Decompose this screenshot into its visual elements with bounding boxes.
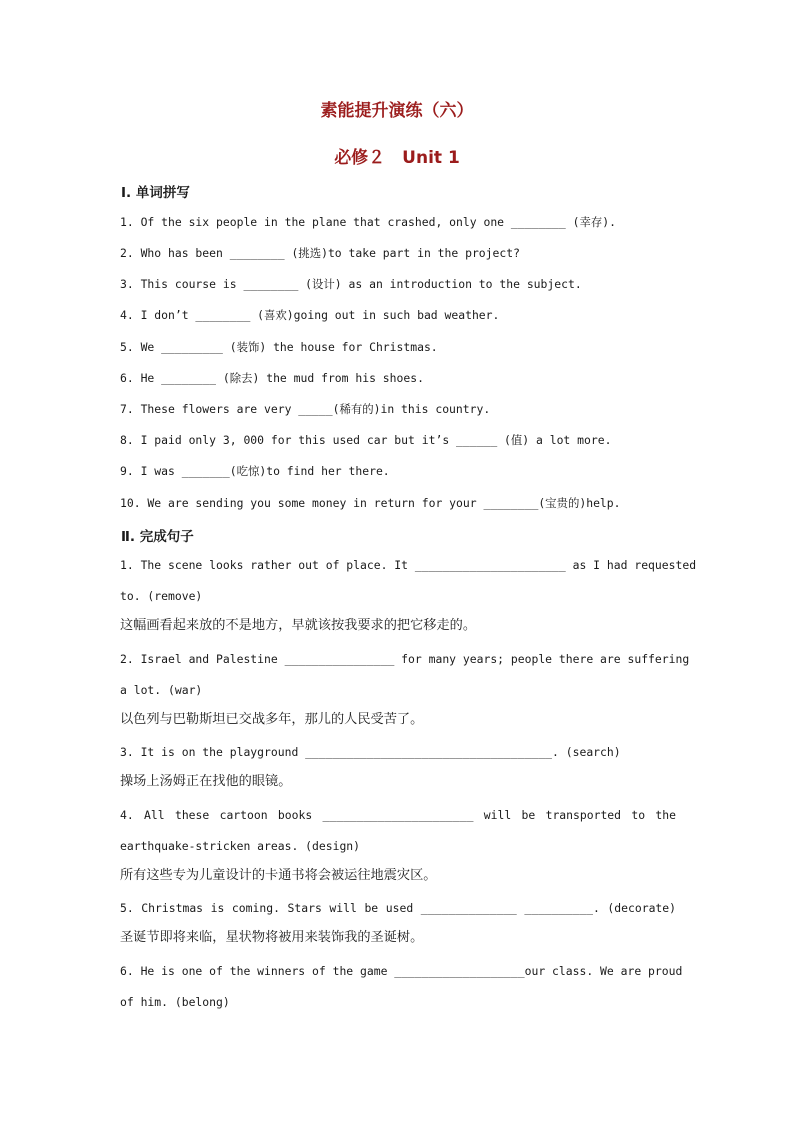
spelling-item: 4. I don’t ________ (喜欢)going out in such bad weather.: [120, 308, 500, 322]
spelling-item: 9. I was _______(吃惊)to find her there.: [120, 464, 390, 478]
sentence-item-line: 3. It is on the playground ____________________________________. (search): [120, 745, 621, 759]
sentence-item-line: to. (remove): [120, 589, 203, 603]
spelling-item: 7. These flowers are very _____(稀有的)in this country.: [120, 402, 491, 416]
spelling-item: 6. He ________ (除去) the mud from his shoes.: [120, 371, 424, 385]
sentence-item-line: earthquake-stricken areas. (design): [120, 839, 361, 853]
page-subtitle: 必修２ Unit 1: [334, 148, 460, 168]
spelling-item: 1. Of the six people in the plane that crashed, only one ________ (幸存).: [120, 215, 616, 229]
sentence-item-translation: 所有这些专为儿童设计的卡通书将会被运往地震灾区。: [120, 868, 437, 883]
sentence-item-translation: 操场上汤姆正在找他的眼镜。: [120, 774, 292, 789]
sentence-item-line: 4. All these cartoon books ______________________ will be transported to the: [120, 808, 676, 822]
sentence-item-translation: 以色列与巴勒斯坦已交战多年，那儿的人民受苦了。: [120, 712, 424, 727]
spelling-item: 10. We are sending you some money in return for your ________(宝贵的)help.: [120, 496, 621, 510]
spelling-item: 2. Who has been ________ (挑选)to take part in the project?: [120, 246, 520, 260]
sentence-item-line: 5. Christmas is coming. Stars will be used ______________ __________. (decorate): [120, 901, 676, 915]
section-heading-sentences: Ⅱ. 完成句子: [121, 529, 194, 545]
spelling-item: 5. We _________ (装饰) the house for Christmas.: [120, 340, 438, 354]
sentence-item-line: 1. The scene looks rather out of place. It ______________________ as I had requested: [120, 558, 697, 572]
spelling-item: 3. This course is ________ (设计) as an introduction to the subject.: [120, 277, 582, 291]
spelling-item: 8. I paid only 3, 000 for this used car but it’s ______ (值) a lot more.: [120, 433, 612, 447]
sentence-item-line: a lot. (war): [120, 683, 203, 697]
sentence-item-line: 2. Israel and Palestine ________________ for many years; people there are suffering: [120, 652, 690, 666]
page-title: 素能提升演练（六）: [320, 101, 474, 121]
sentence-item-translation: 这幅画看起来放的不是地方，早就该按我要求的把它移走的。: [120, 618, 477, 633]
sentence-item-line: 6. He is one of the winners of the game ___________________our class. We are proud: [120, 964, 683, 978]
sentence-item-translation: 圣诞节即将来临，星状物将被用来装饰我的圣诞树。: [120, 930, 424, 945]
sentence-item-line: of him. (belong): [120, 995, 230, 1009]
section-heading-spelling: Ⅰ. 单词拼写: [121, 185, 190, 201]
